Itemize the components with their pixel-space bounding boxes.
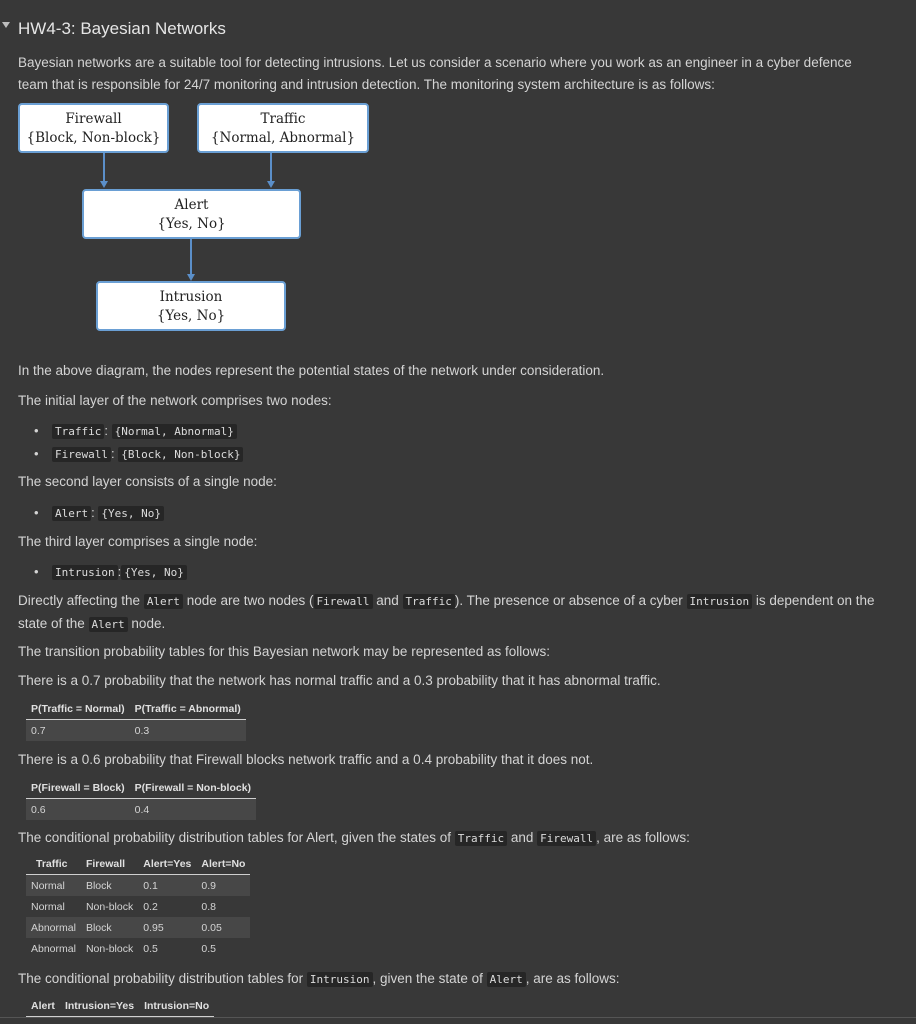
code-traffic: Traffic	[52, 424, 104, 439]
table-row: Normal Non-block 0.2 0.8	[26, 896, 250, 917]
code-intrusion: Intrusion	[52, 565, 118, 580]
code-traffic-states: {Normal, Abnormal}	[112, 424, 237, 439]
firewall-node-states: {Block, Non-block}	[26, 130, 161, 146]
edge-firewall-alert	[103, 153, 105, 181]
code-firewall: Firewall	[52, 447, 111, 462]
intro-line-1: Bayesian networks are a suitable tool for detecting intrusions. Let us consider a scenario where you work as an engineer in a cyber defence	[18, 55, 852, 70]
dependency-paragraph: Directly affecting the Alert node are two nodes ( Firewall and Traffic ). The presence or absence of a cyber Intrusion is dependent on the state of the Alert node.	[18, 593, 875, 631]
intro-paragraph	[18, 52, 908, 96]
table-row: Abnormal Block 0.95 0.05	[26, 917, 250, 938]
intrusion-node-states: {Yes, No}	[156, 308, 226, 324]
code-firewall-states: {Block, Non-block}	[118, 447, 243, 462]
table-header: Alert=Yes	[138, 854, 196, 875]
table-header: Alert	[26, 996, 60, 1017]
nodes-paragraph: In the above diagram, the nodes represent the potential states of the network under consideration.	[18, 363, 605, 378]
table-row: 0.6 0.4	[26, 799, 256, 821]
layer2-paragraph: The second layer consists of a single node:	[18, 474, 277, 489]
firewall-node	[18, 103, 169, 153]
list-item: • Traffic : {Normal, Abnormal}	[18, 419, 243, 442]
traffic-node-name: Traffic	[260, 111, 306, 127]
layer3-paragraph: The third layer comprises a single node:	[18, 534, 258, 549]
firewall-prob-table	[26, 778, 256, 820]
code-intrusion-states: {Yes, No}	[121, 565, 187, 580]
intrusion-cpd-table	[26, 996, 214, 1017]
alert-cpd-paragraph: The conditional probability distribution tables for Alert, given the states of Traffic and Firewall , are as follows:	[18, 830, 690, 845]
divider	[0, 1017, 916, 1018]
intro-line-2: team that is responsible for 24/7 monitoring and intrusion detection. The monitoring system architecture is as follows:	[18, 77, 715, 92]
edge-traffic-alert	[270, 153, 272, 181]
table-header: Traffic	[26, 854, 81, 875]
traffic-node	[197, 103, 369, 153]
traffic-node-states: {Normal, Abnormal}	[210, 130, 356, 146]
code-alert-states: {Yes, No}	[98, 506, 164, 521]
edge-alert-intrusion	[190, 239, 192, 274]
firewall-node-name: Firewall	[65, 111, 122, 127]
table-header: P(Firewall = Block)	[26, 778, 130, 799]
code-alert: Alert	[52, 506, 91, 521]
table-header: Alert=No	[196, 854, 250, 875]
table-row: Abnormal Non-block 0.5 0.5	[26, 938, 250, 959]
alert-node-name: Alert	[174, 197, 209, 213]
collapse-chevron-icon[interactable]	[2, 22, 10, 28]
intrusion-node-name: Intrusion	[159, 289, 223, 305]
list-item: • Alert : {Yes, No}	[18, 501, 164, 524]
table-row: 0.7 0.3	[26, 720, 246, 742]
layer3-list	[18, 560, 187, 583]
table-header: Intrusion=No	[139, 996, 214, 1017]
intrusion-node	[96, 281, 286, 331]
arrowhead-icon	[267, 181, 275, 188]
list-item: • Firewall : {Block, Non-block}	[18, 442, 243, 465]
traffic-prob-table	[26, 699, 246, 741]
table-row: Normal Block 0.1 0.9	[26, 875, 250, 897]
firewall-prob-paragraph: There is a 0.6 probability that Firewall blocks network traffic and a 0.4 probability that it does not.	[18, 752, 594, 767]
section-header[interactable]	[0, 14, 916, 44]
intrusion-cpd-paragraph: The conditional probability distribution tables for Intrusion , given the state of Alert , are as follows:	[18, 971, 620, 986]
section-title: HW4-3: Bayesian Networks	[18, 19, 226, 38]
alert-cpd-table	[26, 854, 250, 959]
table-header: Firewall	[81, 854, 138, 875]
arrowhead-icon	[100, 181, 108, 188]
list-item: • Intrusion : {Yes, No}	[18, 560, 187, 583]
alert-node	[82, 189, 301, 239]
arrowhead-icon	[187, 274, 195, 281]
transition-paragraph: The transition probability tables for this Bayesian network may be represented as follows:	[18, 644, 551, 659]
table-header: P(Traffic = Abnormal)	[130, 699, 246, 720]
traffic-prob-paragraph: There is a 0.7 probability that the network has normal traffic and a 0.3 probability that it has abnormal traffic.	[18, 673, 661, 688]
alert-node-states: {Yes, No}	[157, 216, 226, 232]
layer1-paragraph: The initial layer of the network comprises two nodes:	[18, 393, 332, 408]
table-header: P(Traffic = Normal)	[26, 699, 130, 720]
layer2-list	[18, 501, 164, 524]
table-header: Intrusion=Yes	[60, 996, 139, 1017]
table-header: P(Firewall = Non-block)	[130, 778, 256, 799]
layer1-list	[18, 419, 243, 465]
